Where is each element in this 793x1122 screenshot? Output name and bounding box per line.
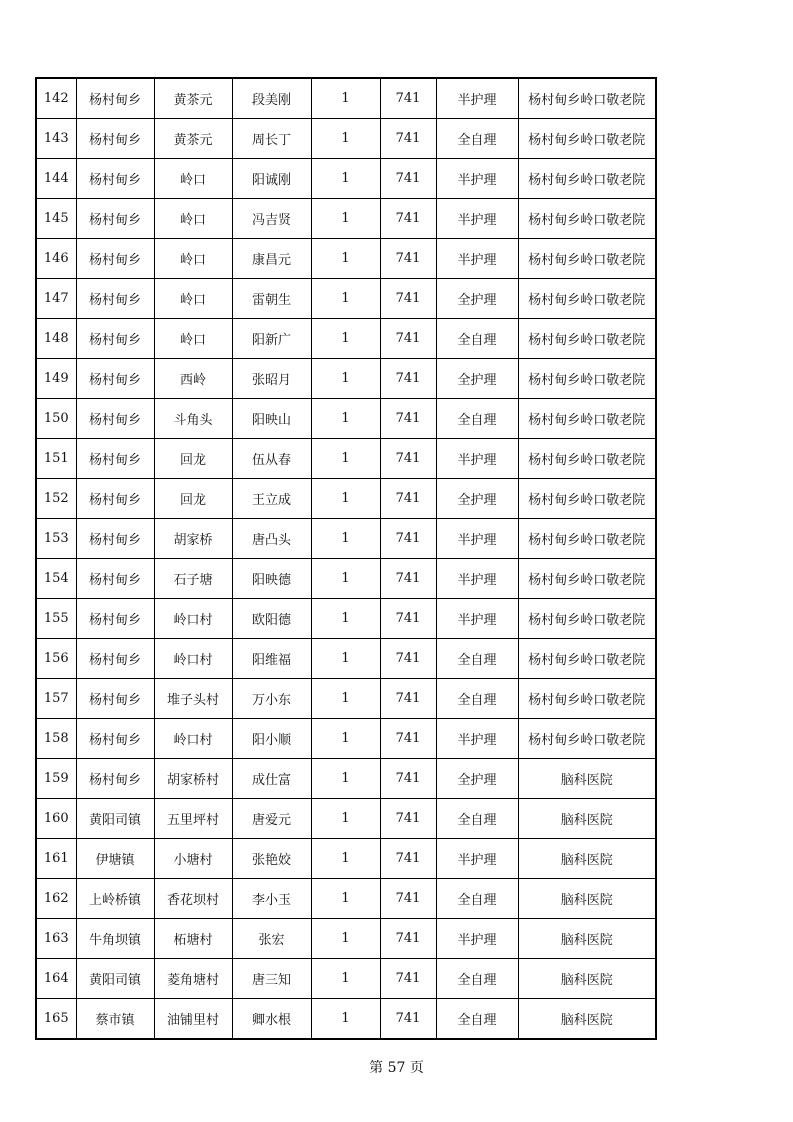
amount-cell: 741	[380, 999, 436, 1040]
care-level-cell: 半护理	[436, 559, 518, 599]
row-number-cell: 155	[36, 599, 76, 639]
township-cell: 牛角坝镇	[76, 919, 154, 959]
table-row	[36, 759, 656, 799]
count-cell: 1	[311, 479, 380, 519]
count-cell: 1	[311, 78, 380, 119]
table-row	[36, 799, 656, 839]
institution-cell: 杨村甸乡岭口敬老院	[518, 399, 656, 439]
institution-cell: 杨村甸乡岭口敬老院	[518, 599, 656, 639]
amount-cell: 741	[380, 159, 436, 199]
institution-cell: 脑科医院	[518, 839, 656, 879]
village-cell: 石子塘	[154, 559, 232, 599]
row-number-cell: 161	[36, 839, 76, 879]
table-row	[36, 719, 656, 759]
count-cell: 1	[311, 279, 380, 319]
amount-cell: 741	[380, 439, 436, 479]
care-level-cell: 半护理	[436, 159, 518, 199]
roster-body	[36, 78, 656, 1039]
table-row	[36, 359, 656, 399]
institution-cell: 脑科医院	[518, 959, 656, 999]
amount-cell: 741	[380, 559, 436, 599]
institution-cell: 杨村甸乡岭口敬老院	[518, 78, 656, 119]
name-cell: 康昌元	[232, 239, 311, 279]
care-level-cell: 半护理	[436, 519, 518, 559]
village-cell: 岭口村	[154, 639, 232, 679]
amount-cell: 741	[380, 879, 436, 919]
table-row	[36, 999, 656, 1040]
amount-cell: 741	[380, 279, 436, 319]
count-cell: 1	[311, 759, 380, 799]
amount-cell: 741	[380, 639, 436, 679]
village-cell: 柘塘村	[154, 919, 232, 959]
amount-cell: 741	[380, 679, 436, 719]
table-row	[36, 239, 656, 279]
amount-cell: 741	[380, 719, 436, 759]
village-cell: 岭口	[154, 159, 232, 199]
amount-cell: 741	[380, 599, 436, 639]
care-level-cell: 全自理	[436, 799, 518, 839]
table-row	[36, 679, 656, 719]
institution-cell: 杨村甸乡岭口敬老院	[518, 679, 656, 719]
table-row	[36, 119, 656, 159]
row-number-cell: 157	[36, 679, 76, 719]
institution-cell: 杨村甸乡岭口敬老院	[518, 239, 656, 279]
name-cell: 阳维福	[232, 639, 311, 679]
table-row	[36, 279, 656, 319]
care-level-cell: 半护理	[436, 78, 518, 119]
count-cell: 1	[311, 879, 380, 919]
village-cell: 岭口村	[154, 719, 232, 759]
institution-cell: 杨村甸乡岭口敬老院	[518, 439, 656, 479]
count-cell: 1	[311, 639, 380, 679]
amount-cell: 741	[380, 78, 436, 119]
count-cell: 1	[311, 839, 380, 879]
name-cell: 阳新广	[232, 319, 311, 359]
table-row	[36, 319, 656, 359]
care-level-cell: 全自理	[436, 879, 518, 919]
care-level-cell: 全护理	[436, 479, 518, 519]
institution-cell: 杨村甸乡岭口敬老院	[518, 159, 656, 199]
count-cell: 1	[311, 999, 380, 1040]
amount-cell: 741	[380, 839, 436, 879]
count-cell: 1	[311, 119, 380, 159]
care-level-cell: 半护理	[436, 599, 518, 639]
amount-cell: 741	[380, 519, 436, 559]
name-cell: 雷朝生	[232, 279, 311, 319]
township-cell: 杨村甸乡	[76, 159, 154, 199]
institution-cell: 杨村甸乡岭口敬老院	[518, 279, 656, 319]
row-number-cell: 156	[36, 639, 76, 679]
table-row	[36, 919, 656, 959]
township-cell: 杨村甸乡	[76, 519, 154, 559]
row-number-cell: 165	[36, 999, 76, 1040]
township-cell: 杨村甸乡	[76, 279, 154, 319]
institution-cell: 脑科医院	[518, 799, 656, 839]
care-level-cell: 全自理	[436, 119, 518, 159]
village-cell: 岭口村	[154, 599, 232, 639]
care-level-cell: 半护理	[436, 199, 518, 239]
count-cell: 1	[311, 959, 380, 999]
township-cell: 杨村甸乡	[76, 399, 154, 439]
name-cell: 阳小顺	[232, 719, 311, 759]
row-number-cell: 146	[36, 239, 76, 279]
institution-cell: 杨村甸乡岭口敬老院	[518, 639, 656, 679]
township-cell: 杨村甸乡	[76, 759, 154, 799]
count-cell: 1	[311, 919, 380, 959]
village-cell: 胡家桥村	[154, 759, 232, 799]
amount-cell: 741	[380, 759, 436, 799]
village-cell: 西岭	[154, 359, 232, 399]
row-number-cell: 164	[36, 959, 76, 999]
village-cell: 斗角头	[154, 399, 232, 439]
village-cell: 菱角塘村	[154, 959, 232, 999]
name-cell: 王立成	[232, 479, 311, 519]
township-cell: 杨村甸乡	[76, 559, 154, 599]
village-cell: 小塘村	[154, 839, 232, 879]
amount-cell: 741	[380, 359, 436, 399]
name-cell: 伍从春	[232, 439, 311, 479]
township-cell: 杨村甸乡	[76, 319, 154, 359]
name-cell: 阳映山	[232, 399, 311, 439]
row-number-cell: 162	[36, 879, 76, 919]
count-cell: 1	[311, 199, 380, 239]
village-cell: 五里坪村	[154, 799, 232, 839]
table-row	[36, 839, 656, 879]
count-cell: 1	[311, 679, 380, 719]
care-level-cell: 半护理	[436, 439, 518, 479]
institution-cell: 杨村甸乡岭口敬老院	[518, 359, 656, 399]
table-row	[36, 199, 656, 239]
township-cell: 杨村甸乡	[76, 239, 154, 279]
township-cell: 伊塘镇	[76, 839, 154, 879]
township-cell: 杨村甸乡	[76, 719, 154, 759]
institution-cell: 杨村甸乡岭口敬老院	[518, 719, 656, 759]
row-number-cell: 147	[36, 279, 76, 319]
row-number-cell: 160	[36, 799, 76, 839]
name-cell: 段美刚	[232, 78, 311, 119]
care-level-cell: 全自理	[436, 639, 518, 679]
care-level-cell: 全自理	[436, 679, 518, 719]
count-cell: 1	[311, 399, 380, 439]
count-cell: 1	[311, 359, 380, 399]
row-number-cell: 150	[36, 399, 76, 439]
care-level-cell: 全护理	[436, 759, 518, 799]
row-number-cell: 163	[36, 919, 76, 959]
row-number-cell: 158	[36, 719, 76, 759]
township-cell: 杨村甸乡	[76, 639, 154, 679]
row-number-cell: 145	[36, 199, 76, 239]
institution-cell: 脑科医院	[518, 919, 656, 959]
village-cell: 香花坝村	[154, 879, 232, 919]
township-cell: 杨村甸乡	[76, 679, 154, 719]
page-number: 第 57 页	[369, 1060, 424, 1076]
amount-cell: 741	[380, 199, 436, 239]
township-cell: 杨村甸乡	[76, 599, 154, 639]
name-cell: 唐凸头	[232, 519, 311, 559]
amount-cell: 741	[380, 319, 436, 359]
care-level-cell: 半护理	[436, 719, 518, 759]
row-number-cell: 148	[36, 319, 76, 359]
institution-cell: 脑科医院	[518, 759, 656, 799]
table-row	[36, 959, 656, 999]
amount-cell: 741	[380, 919, 436, 959]
village-cell: 岭口	[154, 239, 232, 279]
village-cell: 黄茶元	[154, 78, 232, 119]
row-number-cell: 143	[36, 119, 76, 159]
township-cell: 黄阳司镇	[76, 959, 154, 999]
name-cell: 成仕富	[232, 759, 311, 799]
roster-table	[35, 77, 657, 1040]
name-cell: 冯吉贤	[232, 199, 311, 239]
count-cell: 1	[311, 439, 380, 479]
care-level-cell: 全自理	[436, 399, 518, 439]
row-number-cell: 154	[36, 559, 76, 599]
table-row	[36, 639, 656, 679]
table-row	[36, 879, 656, 919]
table-row	[36, 399, 656, 439]
table-row	[36, 559, 656, 599]
count-cell: 1	[311, 239, 380, 279]
village-cell: 岭口	[154, 319, 232, 359]
count-cell: 1	[311, 319, 380, 359]
name-cell: 张艳姣	[232, 839, 311, 879]
table-row	[36, 479, 656, 519]
township-cell: 杨村甸乡	[76, 359, 154, 399]
name-cell: 唐爱元	[232, 799, 311, 839]
count-cell: 1	[311, 599, 380, 639]
institution-cell: 杨村甸乡岭口敬老院	[518, 519, 656, 559]
amount-cell: 741	[380, 239, 436, 279]
village-cell: 回龙	[154, 439, 232, 479]
row-number-cell: 159	[36, 759, 76, 799]
institution-cell: 杨村甸乡岭口敬老院	[518, 319, 656, 359]
name-cell: 卿水根	[232, 999, 311, 1040]
township-cell: 杨村甸乡	[76, 439, 154, 479]
township-cell: 杨村甸乡	[76, 199, 154, 239]
institution-cell: 杨村甸乡岭口敬老院	[518, 559, 656, 599]
township-cell: 蔡市镇	[76, 999, 154, 1040]
row-number-cell: 152	[36, 479, 76, 519]
institution-cell: 杨村甸乡岭口敬老院	[518, 199, 656, 239]
row-number-cell: 142	[36, 78, 76, 119]
care-level-cell: 半护理	[436, 919, 518, 959]
institution-cell: 脑科医院	[518, 999, 656, 1040]
village-cell: 回龙	[154, 479, 232, 519]
care-level-cell: 全自理	[436, 999, 518, 1040]
village-cell: 堆子头村	[154, 679, 232, 719]
care-level-cell: 半护理	[436, 839, 518, 879]
village-cell: 岭口	[154, 279, 232, 319]
village-cell: 黄茶元	[154, 119, 232, 159]
township-cell: 上岭桥镇	[76, 879, 154, 919]
name-cell: 阳映德	[232, 559, 311, 599]
count-cell: 1	[311, 799, 380, 839]
care-level-cell: 全自理	[436, 959, 518, 999]
name-cell: 阳诚刚	[232, 159, 311, 199]
care-level-cell: 全自理	[436, 319, 518, 359]
township-cell: 杨村甸乡	[76, 479, 154, 519]
township-cell: 杨村甸乡	[76, 78, 154, 119]
name-cell: 唐三知	[232, 959, 311, 999]
table-row	[36, 78, 656, 119]
institution-cell: 杨村甸乡岭口敬老院	[518, 479, 656, 519]
care-level-cell: 全护理	[436, 359, 518, 399]
table-row	[36, 439, 656, 479]
village-cell: 油铺里村	[154, 999, 232, 1040]
township-cell: 杨村甸乡	[76, 119, 154, 159]
village-cell: 胡家桥	[154, 519, 232, 559]
row-number-cell: 153	[36, 519, 76, 559]
name-cell: 张宏	[232, 919, 311, 959]
care-level-cell: 半护理	[436, 239, 518, 279]
table-row	[36, 599, 656, 639]
row-number-cell: 149	[36, 359, 76, 399]
amount-cell: 741	[380, 119, 436, 159]
name-cell: 张昭月	[232, 359, 311, 399]
institution-cell: 脑科医院	[518, 879, 656, 919]
institution-cell: 杨村甸乡岭口敬老院	[518, 119, 656, 159]
township-cell: 黄阳司镇	[76, 799, 154, 839]
village-cell: 岭口	[154, 199, 232, 239]
amount-cell: 741	[380, 959, 436, 999]
count-cell: 1	[311, 559, 380, 599]
name-cell: 欧阳德	[232, 599, 311, 639]
row-number-cell: 151	[36, 439, 76, 479]
name-cell: 万小东	[232, 679, 311, 719]
care-level-cell: 全护理	[436, 279, 518, 319]
amount-cell: 741	[380, 479, 436, 519]
amount-cell: 741	[380, 399, 436, 439]
count-cell: 1	[311, 159, 380, 199]
table-row	[36, 159, 656, 199]
count-cell: 1	[311, 519, 380, 559]
count-cell: 1	[311, 719, 380, 759]
amount-cell: 741	[380, 799, 436, 839]
name-cell: 李小玉	[232, 879, 311, 919]
row-number-cell: 144	[36, 159, 76, 199]
table-row	[36, 519, 656, 559]
name-cell: 周长丁	[232, 119, 311, 159]
